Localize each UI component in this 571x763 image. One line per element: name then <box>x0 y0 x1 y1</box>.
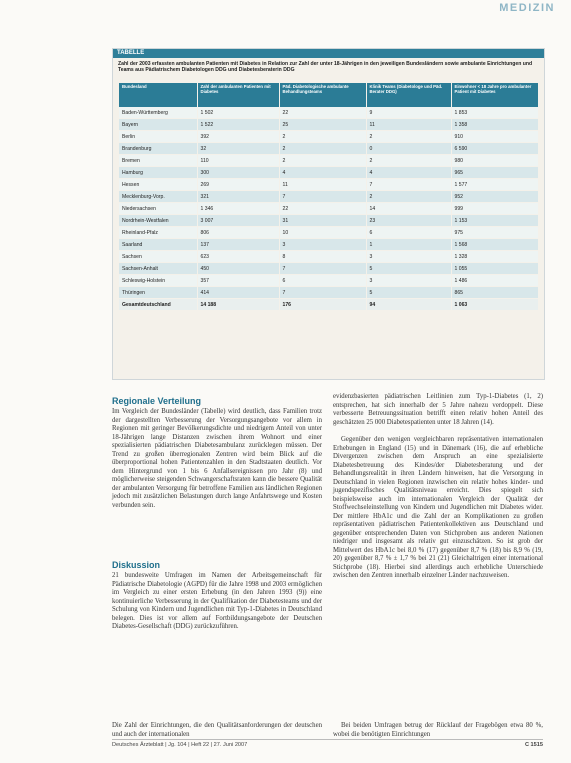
table-row <box>119 131 538 143</box>
value-cell: 2 <box>279 131 366 143</box>
table-label: TABELLE <box>113 49 544 58</box>
heading-discussion: Diskussion <box>112 560 161 570</box>
value-cell: 22 <box>279 107 366 119</box>
section-tag: MEDIZIN <box>499 2 555 14</box>
column-header: Päd. Diabetologische ambulante Behandlungsteams <box>279 83 366 107</box>
value-cell: 3 007 <box>197 215 279 227</box>
row-label-cell: Mecklenburg-Vorp. <box>119 191 197 203</box>
table-row <box>119 227 538 239</box>
row-label-cell: Saarland <box>119 239 197 251</box>
value-cell: 392 <box>197 131 279 143</box>
value-cell: 1 522 <box>197 119 279 131</box>
value-cell: 2 <box>279 155 366 167</box>
row-label-cell: Nordrhein-Westfalen <box>119 215 197 227</box>
row-label-cell: Berlin <box>119 131 197 143</box>
right-paragraph-3: Bei beiden Umfragen betrug der Rücklauf der Fragebögen etwa 80 %, wobei die benötigten Einrichtungen <box>333 722 543 738</box>
table-row <box>119 107 538 119</box>
column-header: Klinik Teams (Diabetologe und Päd. Berater DDG) <box>366 83 451 107</box>
value-cell: 11 <box>279 179 366 191</box>
value-cell: 5 <box>366 263 451 275</box>
row-label-cell: Hessen <box>119 179 197 191</box>
value-cell: 4 <box>366 167 451 179</box>
value-cell: 5 <box>366 287 451 299</box>
value-cell: 965 <box>451 167 538 179</box>
table-row <box>119 167 538 179</box>
value-cell: 975 <box>451 227 538 239</box>
value-cell: 25 <box>279 119 366 131</box>
table-row <box>119 119 538 131</box>
value-cell: 1 853 <box>451 107 538 119</box>
value-cell: 32 <box>197 143 279 155</box>
value-cell: 3 <box>366 251 451 263</box>
value-cell: 806 <box>197 227 279 239</box>
row-label-cell: Thüringen <box>119 287 197 299</box>
left-paragraph-2: 21 bundesweite Umfragen im Namen der Arbeitsgemeinschaft für Pädiatrische Diabetologie (AGPD) für die Jahre 1998 und 2003 ermöglichen im Vergleich zu einer ersten Erhebung (in den Jahren 1993 (9)) eine kontinuierliche Verbesserung in der Qualifikation der Diabetesteams und der Schulung von Kindern und Jugendlichen mit Typ-1-Diabetes in Deutschland belegen. Dies ist vor allem auf Fortbildungsangebote der Deutschen Diabetes-Gesellschaft (DDG) zurückzuführen. <box>112 572 322 630</box>
value-cell: 623 <box>197 251 279 263</box>
value-cell: 14 <box>366 203 451 215</box>
total-label-cell: Gesamtdeutschland <box>119 299 197 311</box>
table-row <box>119 275 538 287</box>
footer-rule <box>112 739 543 740</box>
total-value-cell: 94 <box>366 299 451 311</box>
value-cell: 3 <box>279 239 366 251</box>
table-row <box>119 215 538 227</box>
row-label-cell: Rheinland-Pfalz <box>119 227 197 239</box>
value-cell: 321 <box>197 191 279 203</box>
value-cell: 6 <box>279 275 366 287</box>
value-cell: 7 <box>279 191 366 203</box>
table-row <box>119 203 538 215</box>
row-label-cell: Brandenburg <box>119 143 197 155</box>
right-paragraph-2: Gegenüber den wenigen vergleichbaren repräsentativen internationalen Erhebungen in England (15) und in Dänemark (16), die auf erhebliche Divergenzen zwischen dem Anspruch an eine spezialisierte Diabetesbetreuung des Kindes/der Diabetesberatung und der Behandlungsrealität in ihren Ländern hinweisen, hat die Versorgung in Deutschland in vielen Regionen inzwischen ein relativ hohes kinder- und jugendspezifisches Qualitätsniveau erreicht. Dies spiegelt sich beispielsweise auch im internationalen Vergleich der Qualität der Stoffwechseleinstellung von Kindern und Jugendlichen mit Diabetes wider. Der mittlere HbA1c und die Zahl der an Komplikationen zu großen repräsentativen pädiatrischen Patientenkollektiven aus Deutschland und gegenüber entsprechenden Daten von Stichproben aus anderen Nationen niedriger und insgesamt als relativ gut einzuschätzen. So ist grob der Mittelwert des HbA1c bei 8,0 % (17) gegenüber 8,7 % (18) bis 8,9 % (19, 20) gegenüber 8,7 % ± 1,7 % bei 21 (21) Gleichaltrigen einer international Stichprobe (18). Hierbei sind allerdings auch erhebliche Unterschiede zwischen den Zentren innerhalb einzelner Länder nachzuweisen. <box>333 436 543 579</box>
value-cell: 1 502 <box>197 107 279 119</box>
footer-citation: Deutsches Ärzteblatt | Jg. 104 | Heft 22 | 27. Juni 2007 <box>112 742 248 748</box>
row-label-cell: Hamburg <box>119 167 197 179</box>
value-cell: 22 <box>279 203 366 215</box>
value-cell: 1 328 <box>451 251 538 263</box>
table-total-row <box>119 299 538 311</box>
value-cell: 0 <box>366 143 451 155</box>
left-paragraph-1: Im Vergleich der Bundesländer (Tabelle) wird deutlich, dass Familien trotz der dargestellten Verbesserung der Versorgungsangebote vor allem in Regionen mit geringer Bevölkerungsdichte und niedrigem Anteil von unter 18-Jährigen lange Distanzen zwischen ihrem Wohnort und einer spezialisierten pädiatrischen Diabetesambulanz zurücklegen müssen. Der Trend zu großen überregionalen Zentren wird beim Blick auf die überproportional hohen Patientenzahlen in den Stadtstaaten deutlich. Vor dem Hintergrund von 1 bis 6 Anfallsereignissen pro Jahr (8) und möglicherweise steigenden Schwangerschaftsraten kann die bessere Qualität der ambulanten Versorgung für betroffene Familien aus ländlichen Regionen jedoch mit zusätzlichen Belastungen durch lange Anfahrtswege und Kosten verbunden sein. <box>112 408 322 509</box>
value-cell: 865 <box>451 287 538 299</box>
total-value-cell: 1 063 <box>451 299 538 311</box>
row-label-cell: Baden-Württemberg <box>119 107 197 119</box>
value-cell: 6 590 <box>451 143 538 155</box>
table-row <box>119 251 538 263</box>
value-cell: 300 <box>197 167 279 179</box>
value-cell: 414 <box>197 287 279 299</box>
right-paragraph-1: evidenzbasierten pädiatrischen Leitlinien zum Typ-1-Diabetes (1, 2) entsprechen, hat sich innerhalb der 5 Jahre nahezu verdoppelt. Diese verbesserte Betreuungssituation betrifft einen relativ hohen Anteil des geschätzten 25 000 Diabetespatienten unter 18 Jahren (14). <box>333 393 543 426</box>
value-cell: 1 153 <box>451 215 538 227</box>
column-header: Zahl der ambulanten Patienten mit Diabetes <box>197 83 279 107</box>
value-cell: 31 <box>279 215 366 227</box>
value-cell: 2 <box>366 131 451 143</box>
value-cell: 357 <box>197 275 279 287</box>
value-cell: 23 <box>366 215 451 227</box>
value-cell: 980 <box>451 155 538 167</box>
value-cell: 952 <box>451 191 538 203</box>
value-cell: 6 <box>366 227 451 239</box>
value-cell: 1 486 <box>451 275 538 287</box>
total-value-cell: 14 188 <box>197 299 279 311</box>
value-cell: 8 <box>279 251 366 263</box>
value-cell: 1 <box>366 239 451 251</box>
table-row <box>119 287 538 299</box>
row-label-cell: Sachsen-Anhalt <box>119 263 197 275</box>
table-row <box>119 143 538 155</box>
value-cell: 10 <box>279 227 366 239</box>
value-cell: 9 <box>366 107 451 119</box>
table-row <box>119 179 538 191</box>
total-value-cell: 176 <box>279 299 366 311</box>
heading-regional: Regionale Verteilung <box>112 396 202 406</box>
column-header: Einwohner < 18 Jahre pro ambulanter Patient mit Diabetes <box>451 83 538 107</box>
row-label-cell: Bayern <box>119 119 197 131</box>
table-row <box>119 263 538 275</box>
value-cell: 1 358 <box>451 119 538 131</box>
value-cell: 7 <box>279 263 366 275</box>
value-cell: 999 <box>451 203 538 215</box>
left-paragraph-3: Die Zahl der Einrichtungen, die den Qualitätsanforderungen der deutschen und auch der internationalen <box>112 722 322 738</box>
value-cell: 2 <box>279 143 366 155</box>
value-cell: 3 <box>366 275 451 287</box>
value-cell: 269 <box>197 179 279 191</box>
value-cell: 110 <box>197 155 279 167</box>
value-cell: 2 <box>366 155 451 167</box>
table-row <box>119 155 538 167</box>
value-cell: 1 055 <box>451 263 538 275</box>
value-cell: 1 577 <box>451 179 538 191</box>
value-cell: 4 <box>279 167 366 179</box>
value-cell: 1 346 <box>197 203 279 215</box>
value-cell: 910 <box>451 131 538 143</box>
row-label-cell: Niedersachsen <box>119 203 197 215</box>
table-row <box>119 191 538 203</box>
value-cell: 137 <box>197 239 279 251</box>
table-row <box>119 239 538 251</box>
value-cell: 7 <box>366 179 451 191</box>
footer-page-number: C 1515 <box>524 742 543 748</box>
row-label-cell: Bremen <box>119 155 197 167</box>
row-label-cell: Sachsen <box>119 251 197 263</box>
table-caption: Zahl der 2003 erfassten ambulanten Patienten mit Diabetes in Relation zur Zahl der unter 18-Jährigen in den jeweiligen Bundesländern sowie ambulante Einrichtungen und Teams aus Pädiatrischem Diabetologen DDG und Diabetesberaterin DDG <box>118 61 533 74</box>
data-table-box <box>112 48 545 380</box>
row-label-cell: Schleswig-Holstein <box>119 275 197 287</box>
value-cell: 7 <box>279 287 366 299</box>
column-header: Bundesland <box>119 83 197 107</box>
value-cell: 11 <box>366 119 451 131</box>
value-cell: 450 <box>197 263 279 275</box>
value-cell: 2 <box>366 191 451 203</box>
value-cell: 1 568 <box>451 239 538 251</box>
diabetes-table <box>119 83 539 311</box>
table-header-row <box>119 83 538 107</box>
